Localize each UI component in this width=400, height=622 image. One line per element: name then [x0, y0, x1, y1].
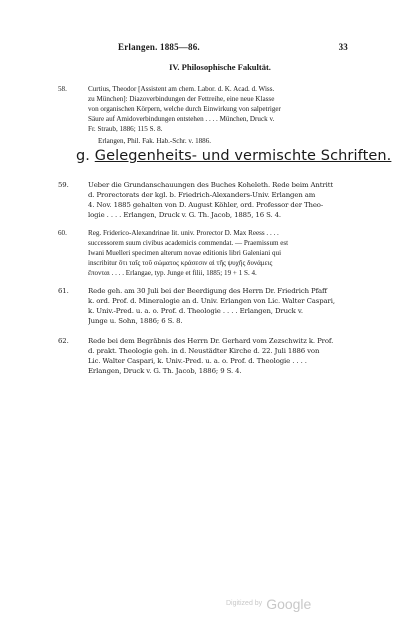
entry-number: 62.: [58, 337, 69, 345]
entry-line: successorem suum civibus academicis commendat. — Praemissum est: [88, 239, 289, 247]
entry-number: 60.: [58, 229, 67, 237]
entry-line: ἕπονται . . . . Erlangae, typ. Junge et filii, 1885; 19 + 1 S. 4.: [88, 269, 257, 277]
section-title: IV. Philosophische Fakultät.: [169, 62, 271, 72]
bibliography-entry-62: [58, 336, 346, 376]
watermark-prefix: Digitized by: [226, 600, 263, 608]
entry-line: Rede bei dem Begräbnis des Herrn Dr. Gerhard vom Zezschwitz k. Prof.: [88, 337, 334, 345]
entry-note: Erlangen, Phil. Fak. Hab.-Schr. v. 1886.: [98, 137, 212, 145]
bibliography-entry-60: [58, 228, 346, 278]
entry-line: Curtius, Theodor [Assistent am chem. Labor. d. K. Acad. d. Wiss.: [88, 85, 275, 93]
entry-line: k. Univ.-Pred. u. a. o. Prof. d. Theologie . . . . Erlangen, Druck v.: [88, 307, 303, 315]
entry-line: Iwani Muelleri specimen alterum novae editionis libri Galeniani qui: [88, 249, 282, 257]
entry-line: Fr. Straub, 1886; 115 S. 8.: [88, 125, 163, 133]
entry-number: 59.: [58, 181, 69, 189]
bibliography-entry-58: [58, 84, 346, 146]
entry-line: Reg. Friderico-Alexandrinae lit. univ. Prorector D. Max Reess . . . .: [88, 229, 279, 237]
entry-line: Erlangen, Druck v. G. Th. Jacob, 1886; 9 S. 4.: [88, 367, 242, 375]
google-logo: Google: [266, 595, 312, 612]
entry-line: 4. Nov. 1885 gehalten von D. August Köhler, ord. Professor der Theo-: [88, 201, 324, 209]
entry-line: d. prakt. Theologie geh. in d. Neustädter Kirche d. 22. Juli 1886 von: [88, 347, 320, 355]
entry-line: zu München]: Diazoverbindungen der Fettreihe, eine neue Klasse: [88, 95, 275, 103]
entry-line: Säure auf Amidoverbindungen entstehen . . . . München, Druck v.: [88, 115, 275, 123]
entry-number: 61.: [58, 287, 69, 295]
bibliography-entry-59: [58, 180, 346, 220]
subheading-text: Gelegenheits- und vermischte Schriften.: [94, 148, 392, 164]
running-head-title: Erlangen. 1885—86.: [118, 42, 200, 52]
digitization-watermark: [226, 595, 311, 613]
entry-line: Rede geh. am 30 Juli bei der Beerdigung des Herrn Dr. Friedrich Pfaff: [88, 287, 327, 295]
entry-line: d. Prorectorats der kgl. b. Friedrich-Alexanders-Univ. Erlangen am: [88, 191, 316, 199]
entry-line: Ueber die Grundanschauungen des Buches Koheleth. Rede beim Antritt: [88, 181, 334, 189]
entry-line: inscribitur ὅτι ταῖς τοῦ σώματος κράσεσιν αἱ τῆς ψυχῆς δυνάμεις: [88, 259, 273, 267]
entry-line: von organischen Körpern, welche durch Einwirkung von salpetriger: [88, 105, 281, 113]
section-subheading: [76, 148, 392, 164]
bibliography-entry-61: [58, 286, 346, 326]
page-number: 33: [338, 42, 348, 52]
subheading-prefix: g.: [76, 148, 95, 164]
entry-line: Lic. Walter Caspari, k. Univ.-Pred. u. a. o. Prof. d. Theologie . . . .: [88, 357, 307, 365]
entry-line: k. ord. Prof. d. Mineralogie an d. Univ. Erlangen von Lic. Walter Caspari,: [88, 297, 335, 305]
entry-line: Junge u. Sohn, 1886; 6 S. 8.: [88, 317, 183, 325]
entry-line: logie . . . . Erlangen, Druck v. G. Th. Jacob, 1885, 16 S. 4.: [88, 211, 282, 219]
running-head: [118, 42, 348, 56]
entry-number: 58.: [58, 85, 67, 93]
